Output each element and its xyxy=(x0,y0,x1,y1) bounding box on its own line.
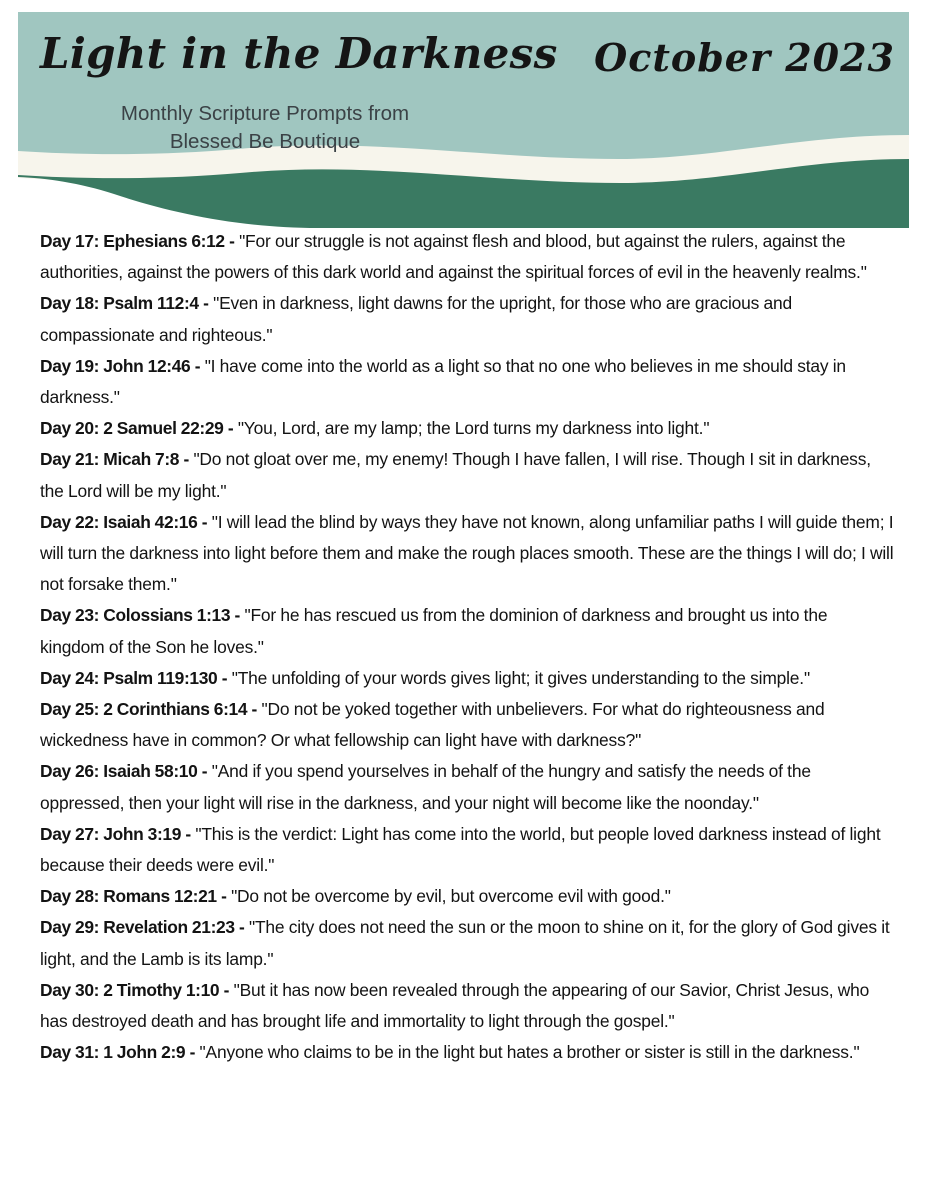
verse-entry xyxy=(40,663,896,694)
verse-separator: - xyxy=(230,605,245,626)
verse-separator: - xyxy=(224,231,240,251)
verse-entry xyxy=(40,912,896,974)
verse-reference: Day 31: 1 John 2:9 xyxy=(40,1042,186,1063)
teal-header-shape xyxy=(18,12,909,162)
verse-separator: - xyxy=(217,667,232,688)
verse-reference: Day 22: Isaiah 42:16 xyxy=(40,511,198,532)
verse-quote: "For our struggle is not against flesh and blood, but against the rulers, against the authorities, against the powers of this dark world and against the spiritual forces of evil in the heavenly realms." xyxy=(40,231,867,283)
verse-entry xyxy=(40,507,896,601)
verse-entry xyxy=(40,1037,896,1068)
verse-quote: "And if you spend yourselves in behalf of the hungry and satisfy the needs of the oppressed, then your light will rise in the darkness, and your night will become like the noonday." xyxy=(40,761,811,813)
verse-quote: "For he has rescued us from the dominion of darkness and brought us into the kingdom of the Son he loves." xyxy=(40,605,828,657)
verse-reference: Day 28: Romans 12:21 xyxy=(40,886,217,907)
verse-quote: "The unfolding of your words gives light; it gives understanding to the simple." xyxy=(231,667,810,688)
verse-entry xyxy=(40,694,896,756)
verse-reference: Day 24: Psalm 119:130 xyxy=(40,667,218,688)
verse-quote: "You, Lord, are my lamp; the Lord turns my darkness into light." xyxy=(237,418,710,439)
subtitle-line-1: Monthly Scripture Prompts from xyxy=(120,102,410,125)
verse-list xyxy=(40,226,896,1068)
verse-entry xyxy=(40,819,896,881)
verse-quote: "Do not be yoked together with unbelievers. For what do righteousness and wickedness have in common? Or what fellowship can light have with darkness?" xyxy=(40,699,825,751)
verse-separator: - xyxy=(216,886,232,907)
verse-reference: Day 20: 2 Samuel 22:29 xyxy=(40,418,224,439)
verse-quote: "Anyone who claims to be in the light but hates a brother or sister is still in the darkness." xyxy=(199,1042,860,1063)
verse-reference: Day 17: Ephesians 6:12 xyxy=(40,231,225,251)
verse-entry xyxy=(40,975,896,1037)
verse-quote: "Even in darkness, light dawns for the upright, for those who are gracious and compassionate and righteous." xyxy=(40,293,792,345)
verse-entry xyxy=(40,288,896,350)
verse-entry xyxy=(40,351,896,413)
verse-entry xyxy=(40,600,896,662)
verse-separator: - xyxy=(219,979,234,1000)
verse-separator: - xyxy=(181,823,196,844)
verse-quote: "I will lead the blind by ways they have not known, along unfamiliar paths I will guide them; I will turn the darkness into light before them and make the rough places smooth. These are the things I will do; I will not forsake them." xyxy=(40,511,894,595)
verse-separator: - xyxy=(185,1042,200,1063)
verse-separator: - xyxy=(197,511,212,532)
verse-reference: Day 27: John 3:19 xyxy=(40,823,182,844)
newsletter-title: Light in the Darkness xyxy=(40,29,558,78)
verse-quote: "Do not be overcome by evil, but overcome evil with good." xyxy=(231,886,671,907)
verse-separator: - xyxy=(197,761,212,782)
verse-entry xyxy=(40,444,896,506)
verse-separator: - xyxy=(247,699,262,720)
banner-wave-graphic xyxy=(18,12,909,228)
verse-entry xyxy=(40,881,896,912)
verse-quote: "This is the verdict: Light has come into the world, but people loved darkness instead of light because their deeds were evil." xyxy=(40,823,881,876)
verse-reference: Day 18: Psalm 112:4 xyxy=(40,293,199,314)
verse-reference: Day 23: Colossians 1:13 xyxy=(40,605,231,626)
header-banner xyxy=(18,12,909,228)
verse-reference: Day 21: Micah 7:8 xyxy=(40,449,180,470)
verse-reference: Day 30: 2 Timothy 1:10 xyxy=(40,979,220,1000)
verse-entry xyxy=(40,226,896,288)
verse-quote: "But it has now been revealed through the appearing of our Savior, Christ Jesus, who has destroyed death and has brought life and immortality to light through the gospel." xyxy=(40,979,870,1032)
verse-quote: "I have come into the world as a light so that no one who believes in me should stay in darkness." xyxy=(40,355,846,408)
subtitle-line-2: Blessed Be Boutique xyxy=(169,130,361,154)
verse-reference: Day 26: Isaiah 58:10 xyxy=(40,761,198,782)
verse-reference: Day 19: John 12:46 xyxy=(40,355,191,376)
verse-separator: - xyxy=(179,449,194,470)
verse-reference: Day 29: Revelation 21:23 xyxy=(40,917,235,938)
verse-separator: - xyxy=(198,293,214,314)
issue-date: October 2023 xyxy=(594,35,895,80)
verse-entry xyxy=(40,413,896,444)
verse-reference: Day 25: 2 Corinthians 6:14 xyxy=(40,699,248,720)
verse-quote: "Do not gloat over me, my enemy! Though I have fallen, I will rise. Though I sit in darkness, the Lord will be my light." xyxy=(40,449,871,501)
verse-separator: - xyxy=(234,917,249,938)
verse-separator: - xyxy=(223,418,238,439)
verse-quote: "The city does not need the sun or the moon to shine on it, for the glory of God gives it light, and the Lamb is its lamp." xyxy=(40,917,890,969)
verse-entry xyxy=(40,756,896,818)
verse-separator: - xyxy=(190,355,205,376)
